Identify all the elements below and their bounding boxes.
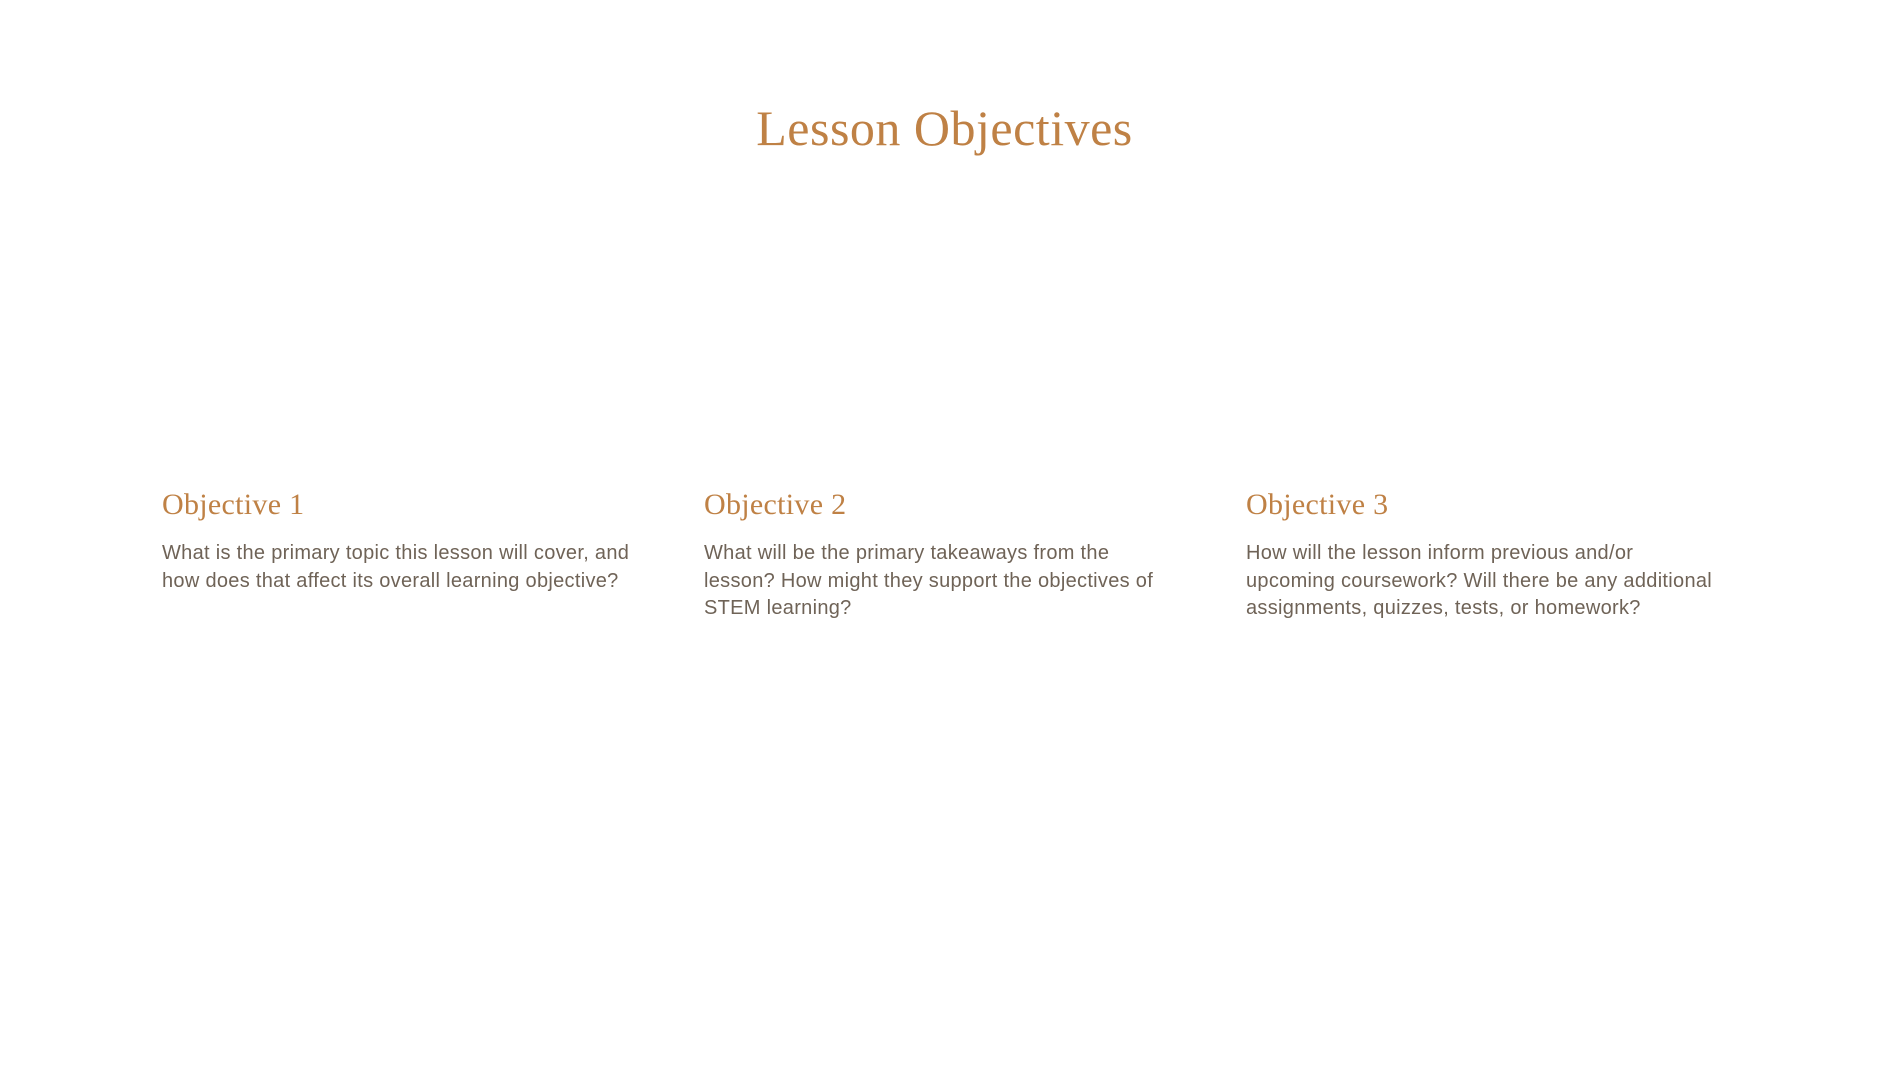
objective-column-3 [1246, 487, 1716, 623]
objective-1-body: What is the primary topic this lesson will cover, and how does that affect its overall learning objective? [162, 542, 630, 592]
objective-3-body: How will the lesson inform previous and/or upcoming coursework? Will there be any additional assignments, quizzes, tests, or homework? [1246, 542, 1713, 619]
objective-2-heading: Objective 2 [704, 488, 847, 521]
objective-3-heading: Objective 3 [1246, 488, 1389, 521]
objective-1-heading: Objective 1 [162, 488, 305, 521]
slide-title: Lesson Objectives [756, 100, 1133, 156]
objectives-grid [162, 487, 1716, 623]
objective-2-body: What will be the primary takeaways from the lesson? How might they support the objectives of STEM learning? [704, 542, 1154, 619]
objective-column-1 [162, 487, 632, 623]
objective-column-2 [704, 487, 1174, 623]
